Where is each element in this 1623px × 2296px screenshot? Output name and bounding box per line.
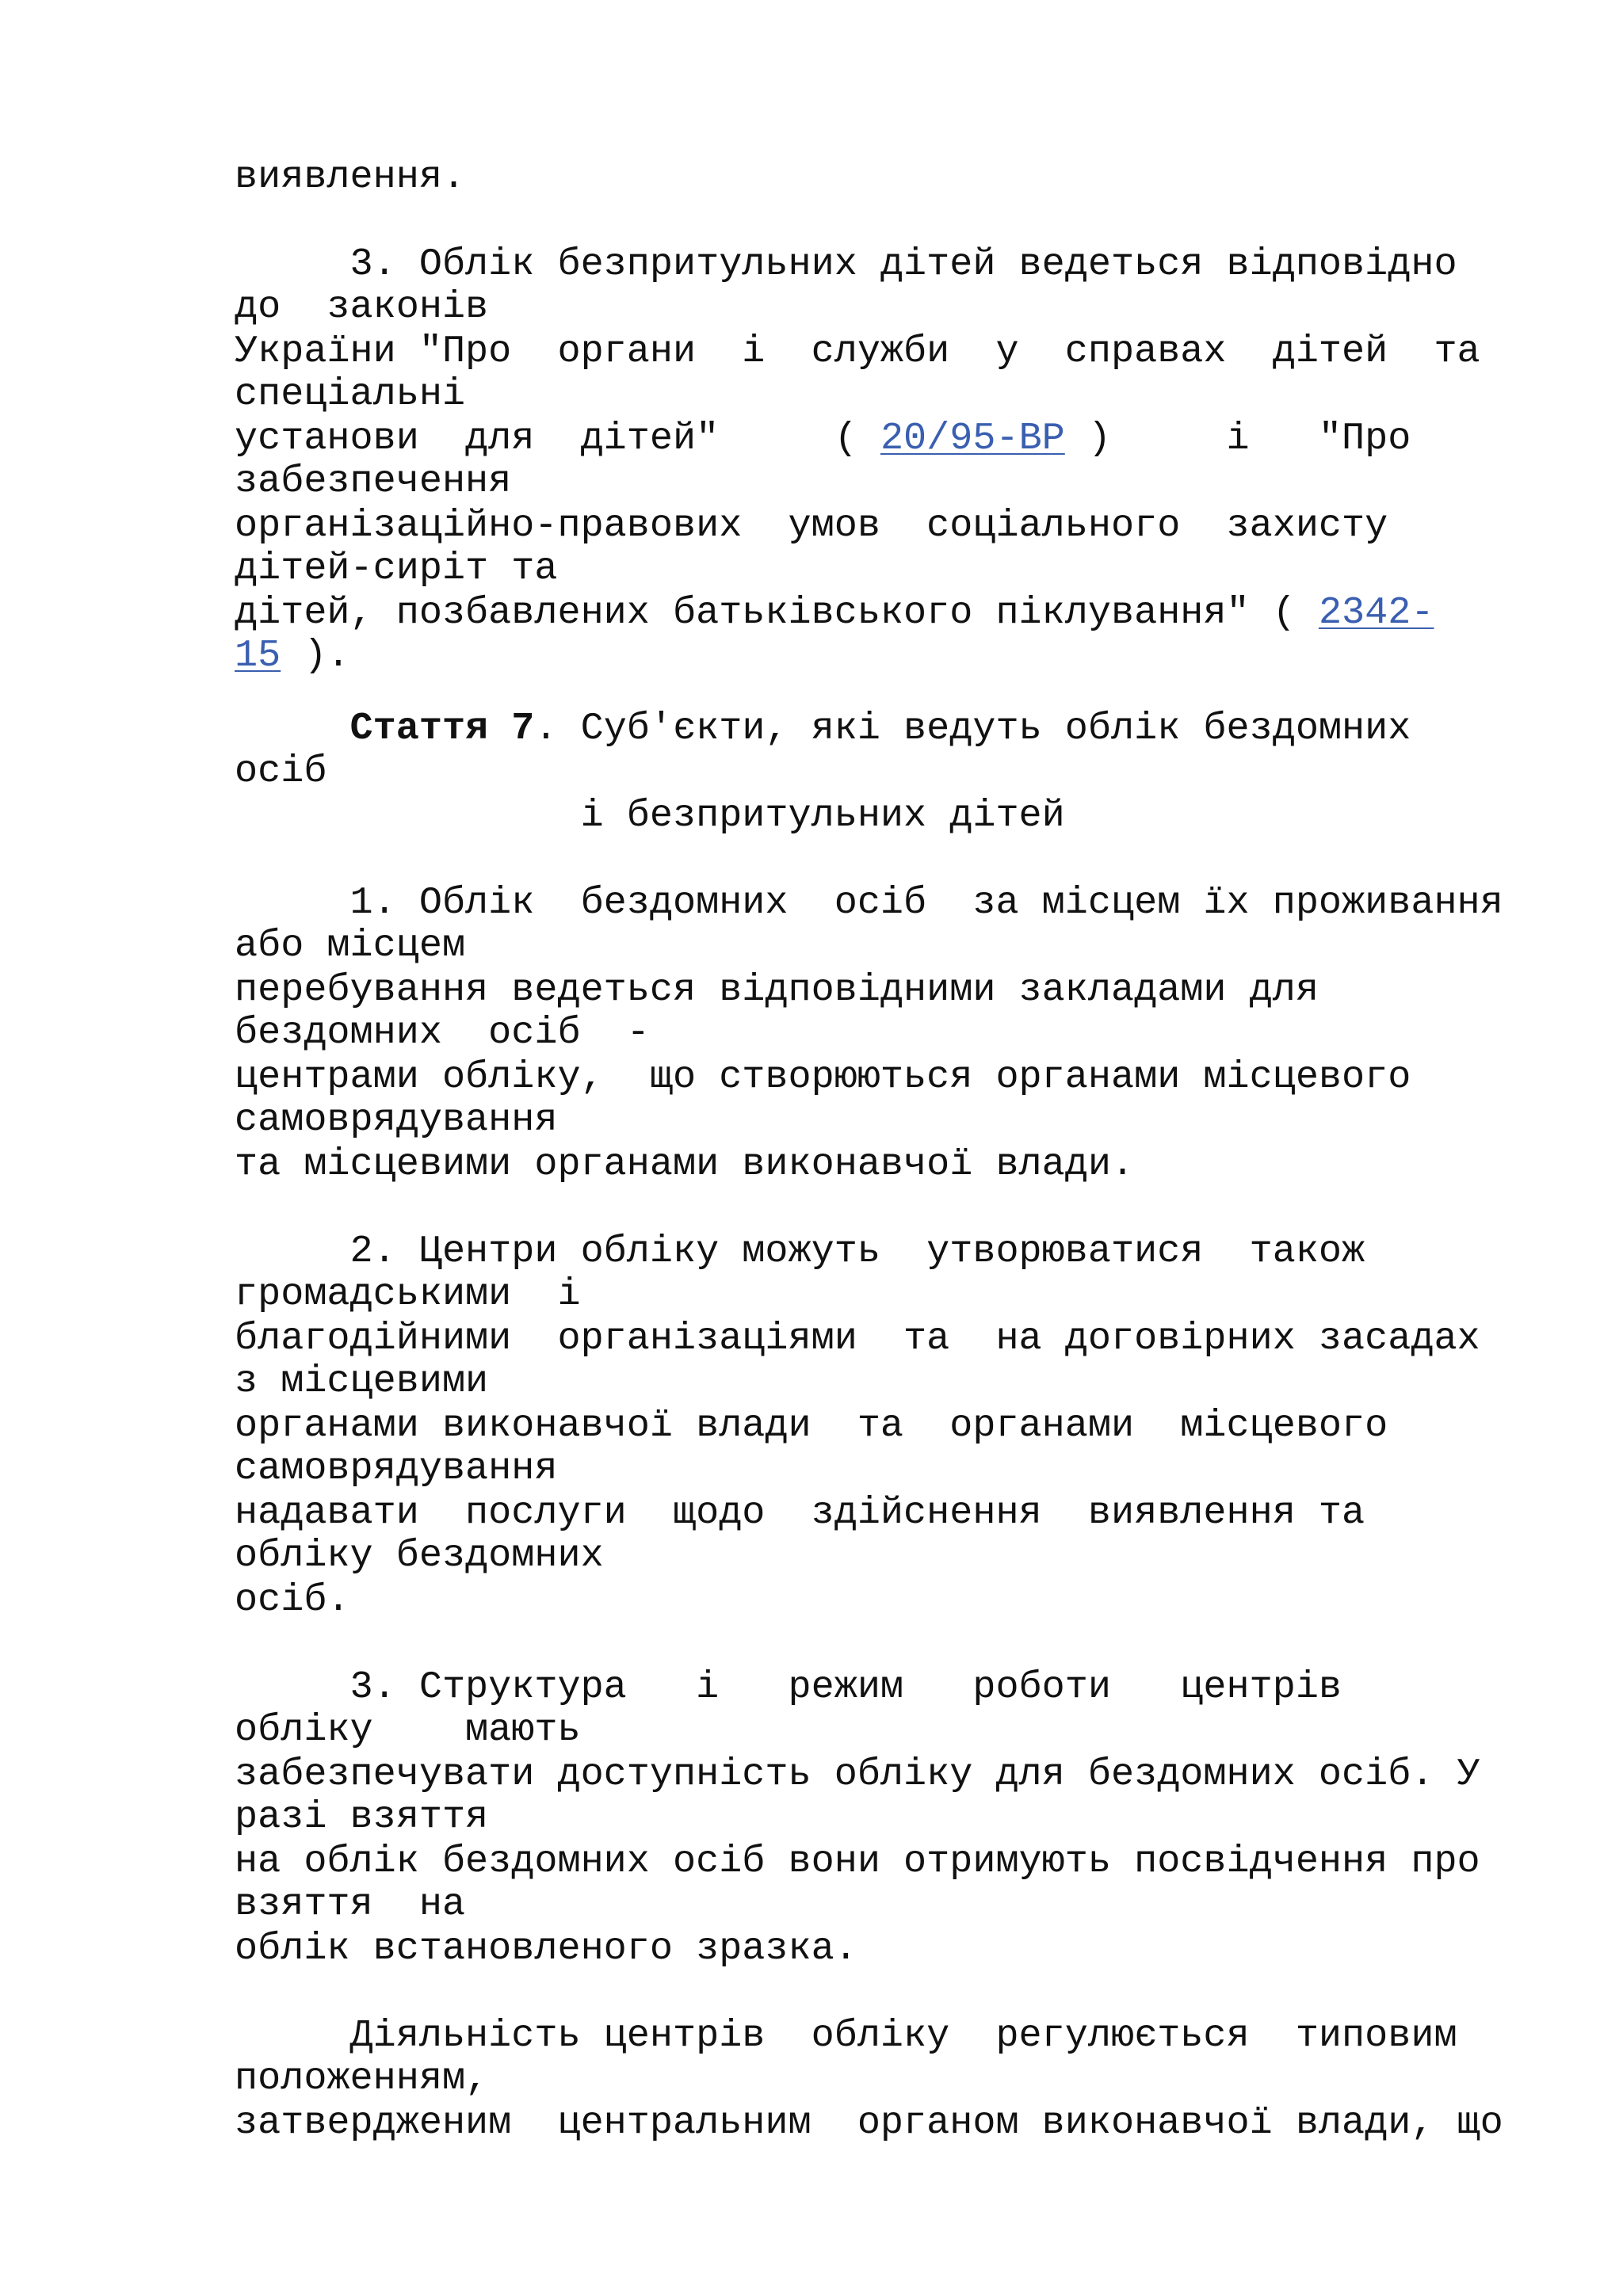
text-line-with-link (235, 417, 1411, 461)
text-line: дітей-сиріт та (235, 547, 558, 590)
text-line: центрами обліку, що створюються органами місцевого (235, 1055, 1411, 1099)
text-line: виявлення. (235, 155, 466, 199)
text-line: України "Про органи і служби у справах дітей та (235, 330, 1480, 373)
text-line: бездомних осіб - (235, 1011, 650, 1055)
text-line: взяття на (235, 1882, 466, 1926)
text-line: обліку бездомних (235, 1534, 604, 1577)
text-segment: дітей, позбавлених батьківського піклування" ( (235, 591, 1319, 635)
text-line: спеціальні (235, 372, 466, 416)
text-line: перебування ведеться відповідними закладами для (235, 968, 1319, 1012)
text-line: до законів (235, 285, 489, 329)
law-link-2342-15-part2[interactable]: 15 (235, 634, 281, 677)
text-segment: ). (281, 634, 350, 677)
text-line: забезпечувати доступність обліку для бездомних осіб. У (235, 1753, 1480, 1796)
text-line: благодійними організаціями та на договірних засадах (235, 1317, 1480, 1360)
text-line: обліку мають (235, 1708, 581, 1752)
text-line: 1. Облік бездомних осіб за місцем їх проживання (235, 881, 1503, 925)
text-line: забезпечення (235, 460, 512, 503)
text-line: осіб. (235, 1578, 350, 1622)
text-line: або місцем (235, 924, 466, 967)
text-line: разі взяття (235, 1795, 489, 1839)
article-heading-line: осіб (235, 749, 327, 793)
text-segment (235, 707, 350, 750)
text-line: з місцевими (235, 1360, 489, 1403)
text-line: органами виконавчої влади та органами місцевого (235, 1404, 1388, 1447)
text-line: організаційно-правових умов соціального захисту (235, 504, 1388, 547)
text-line: та місцевими органами виконавчої влади. (235, 1142, 1135, 1186)
article-heading (235, 707, 1411, 751)
text-line: Діяльність центрів обліку регулюється типовим (235, 2014, 1457, 2058)
text-segment: ) і "Про (1064, 417, 1411, 460)
text-line: 2. Центри обліку можуть утворюватися також (235, 1230, 1365, 1273)
article-title: . Суб'єкти, які ведуть облік бездомних (534, 707, 1411, 750)
text-line: положенням, (235, 2057, 489, 2100)
article-heading-line: і безпритульних дітей (235, 794, 1065, 837)
text-line: 3. Облік безпритульних дітей ведеться відповідно (235, 242, 1457, 286)
text-line: облік встановленого зразка. (235, 1927, 857, 1970)
text-line: затвердженим центральним органом виконавчої влади, що (235, 2101, 1503, 2145)
text-line: самоврядування (235, 1098, 558, 1142)
text-line-with-link (235, 634, 350, 678)
text-segment: установи для дітей" ( (235, 417, 880, 460)
law-link-20-95-vr[interactable]: 20/95-ВР (880, 417, 1065, 460)
article-number: Стаття 7 (349, 707, 535, 750)
law-link-2342-15-part1[interactable]: 2342- (1318, 591, 1434, 635)
text-line: самоврядування (235, 1447, 558, 1490)
text-line: 3. Структура і режим роботи центрів (235, 1665, 1342, 1709)
text-line-with-link (235, 591, 1434, 635)
text-line: на облік бездомних осіб вони отримують посвідчення про (235, 1840, 1480, 1883)
text-line: надавати послуги щодо здійснення виявлення та (235, 1491, 1365, 1535)
text-line: громадськими і (235, 1272, 581, 1316)
